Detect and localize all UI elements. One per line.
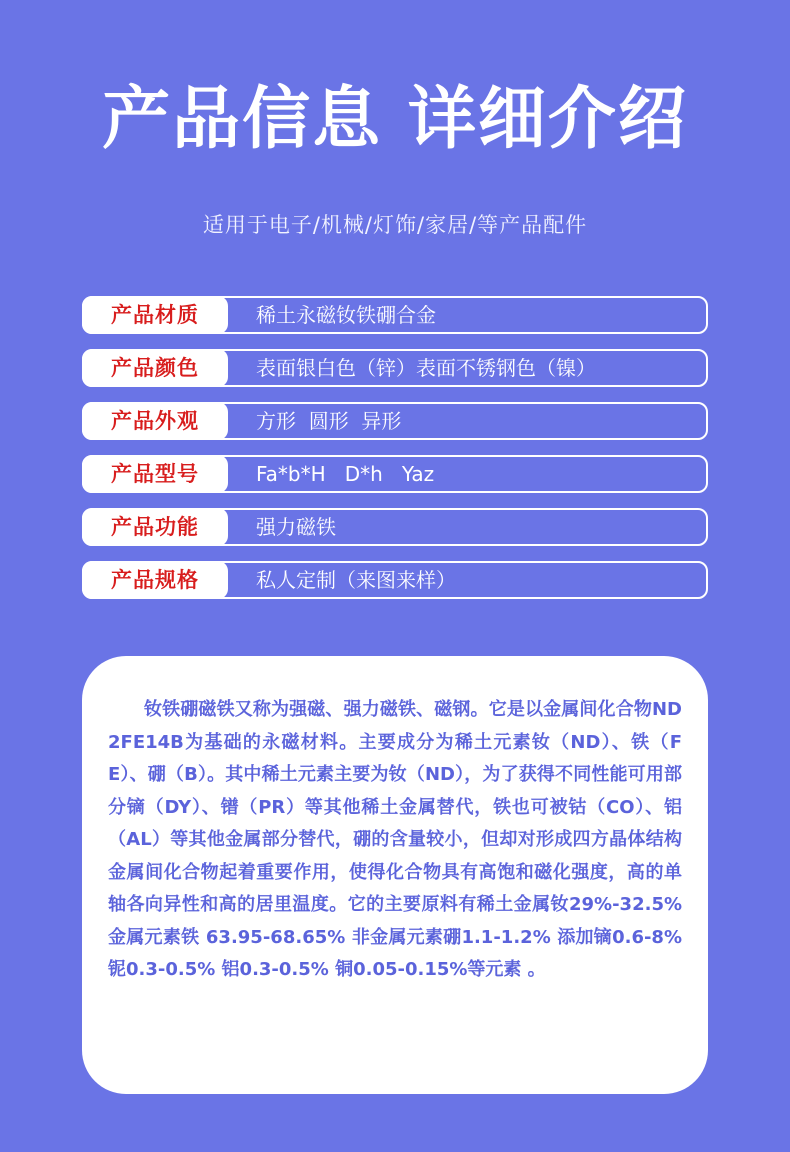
spec-row-color bbox=[82, 349, 708, 387]
spec-row-model bbox=[82, 455, 708, 493]
spec-value: 私人定制（来图来样） bbox=[256, 568, 456, 592]
spec-value: 表面银白色（锌）表面不锈钢色（镍） bbox=[256, 356, 596, 380]
spec-value: Fa*b*H D*h Yaz bbox=[256, 462, 435, 486]
spec-value: 强力磁铁 bbox=[256, 515, 336, 539]
spec-row-shape bbox=[82, 402, 708, 440]
spec-list bbox=[82, 296, 708, 614]
spec-label: 产品型号 bbox=[82, 455, 228, 493]
spec-label: 产品规格 bbox=[82, 561, 228, 599]
spec-row-size bbox=[82, 561, 708, 599]
spec-label: 产品颜色 bbox=[82, 349, 228, 387]
spec-row-function bbox=[82, 508, 708, 546]
page-subtitle: 适用于电子/机械/灯饰/家居/等产品配件 bbox=[202, 213, 588, 237]
description-text: 钕铁硼磁铁又称为强磁、强力磁铁、磁钢。它是以金属间化合物ND2FE14B为基础的永磁材料。主要成分为稀土元素钕（ND）、铁（FE）、硼（B）。其中稀土元素主要为钕（ND），为了获得不同性能可用部分镝（DY）、镨（PR）等其他稀土金属替代，铁也可被钴（CO）、铝（AL）等其他金属部分替代，硼的含量较小，但却对形成四方晶体结构金属间化合物起着重要作用，使得化合物具有高饱和磁化强度，高的单轴各向异性和高的居里温度。它的主要原料有稀土金属钕29%-32.5% 金属元素铁 63.95-68.65% 非金属元素硼1.1-1.2% 添加镝0.6-8% 铌0.3-0.5% 铝0.3-0.5% 铜0.05-0.15%等元素 。 bbox=[108, 699, 682, 980]
spec-label: 产品功能 bbox=[82, 508, 228, 546]
spec-value: 稀土永磁钕铁硼合金 bbox=[256, 303, 436, 327]
spec-label: 产品外观 bbox=[82, 402, 228, 440]
page-title: 产品信息 详细介绍 bbox=[102, 80, 688, 159]
spec-value: 方形 圆形 异形 bbox=[256, 409, 402, 433]
spec-label: 产品材质 bbox=[82, 296, 228, 334]
spec-row-material bbox=[82, 296, 708, 334]
description-card bbox=[82, 656, 708, 1094]
